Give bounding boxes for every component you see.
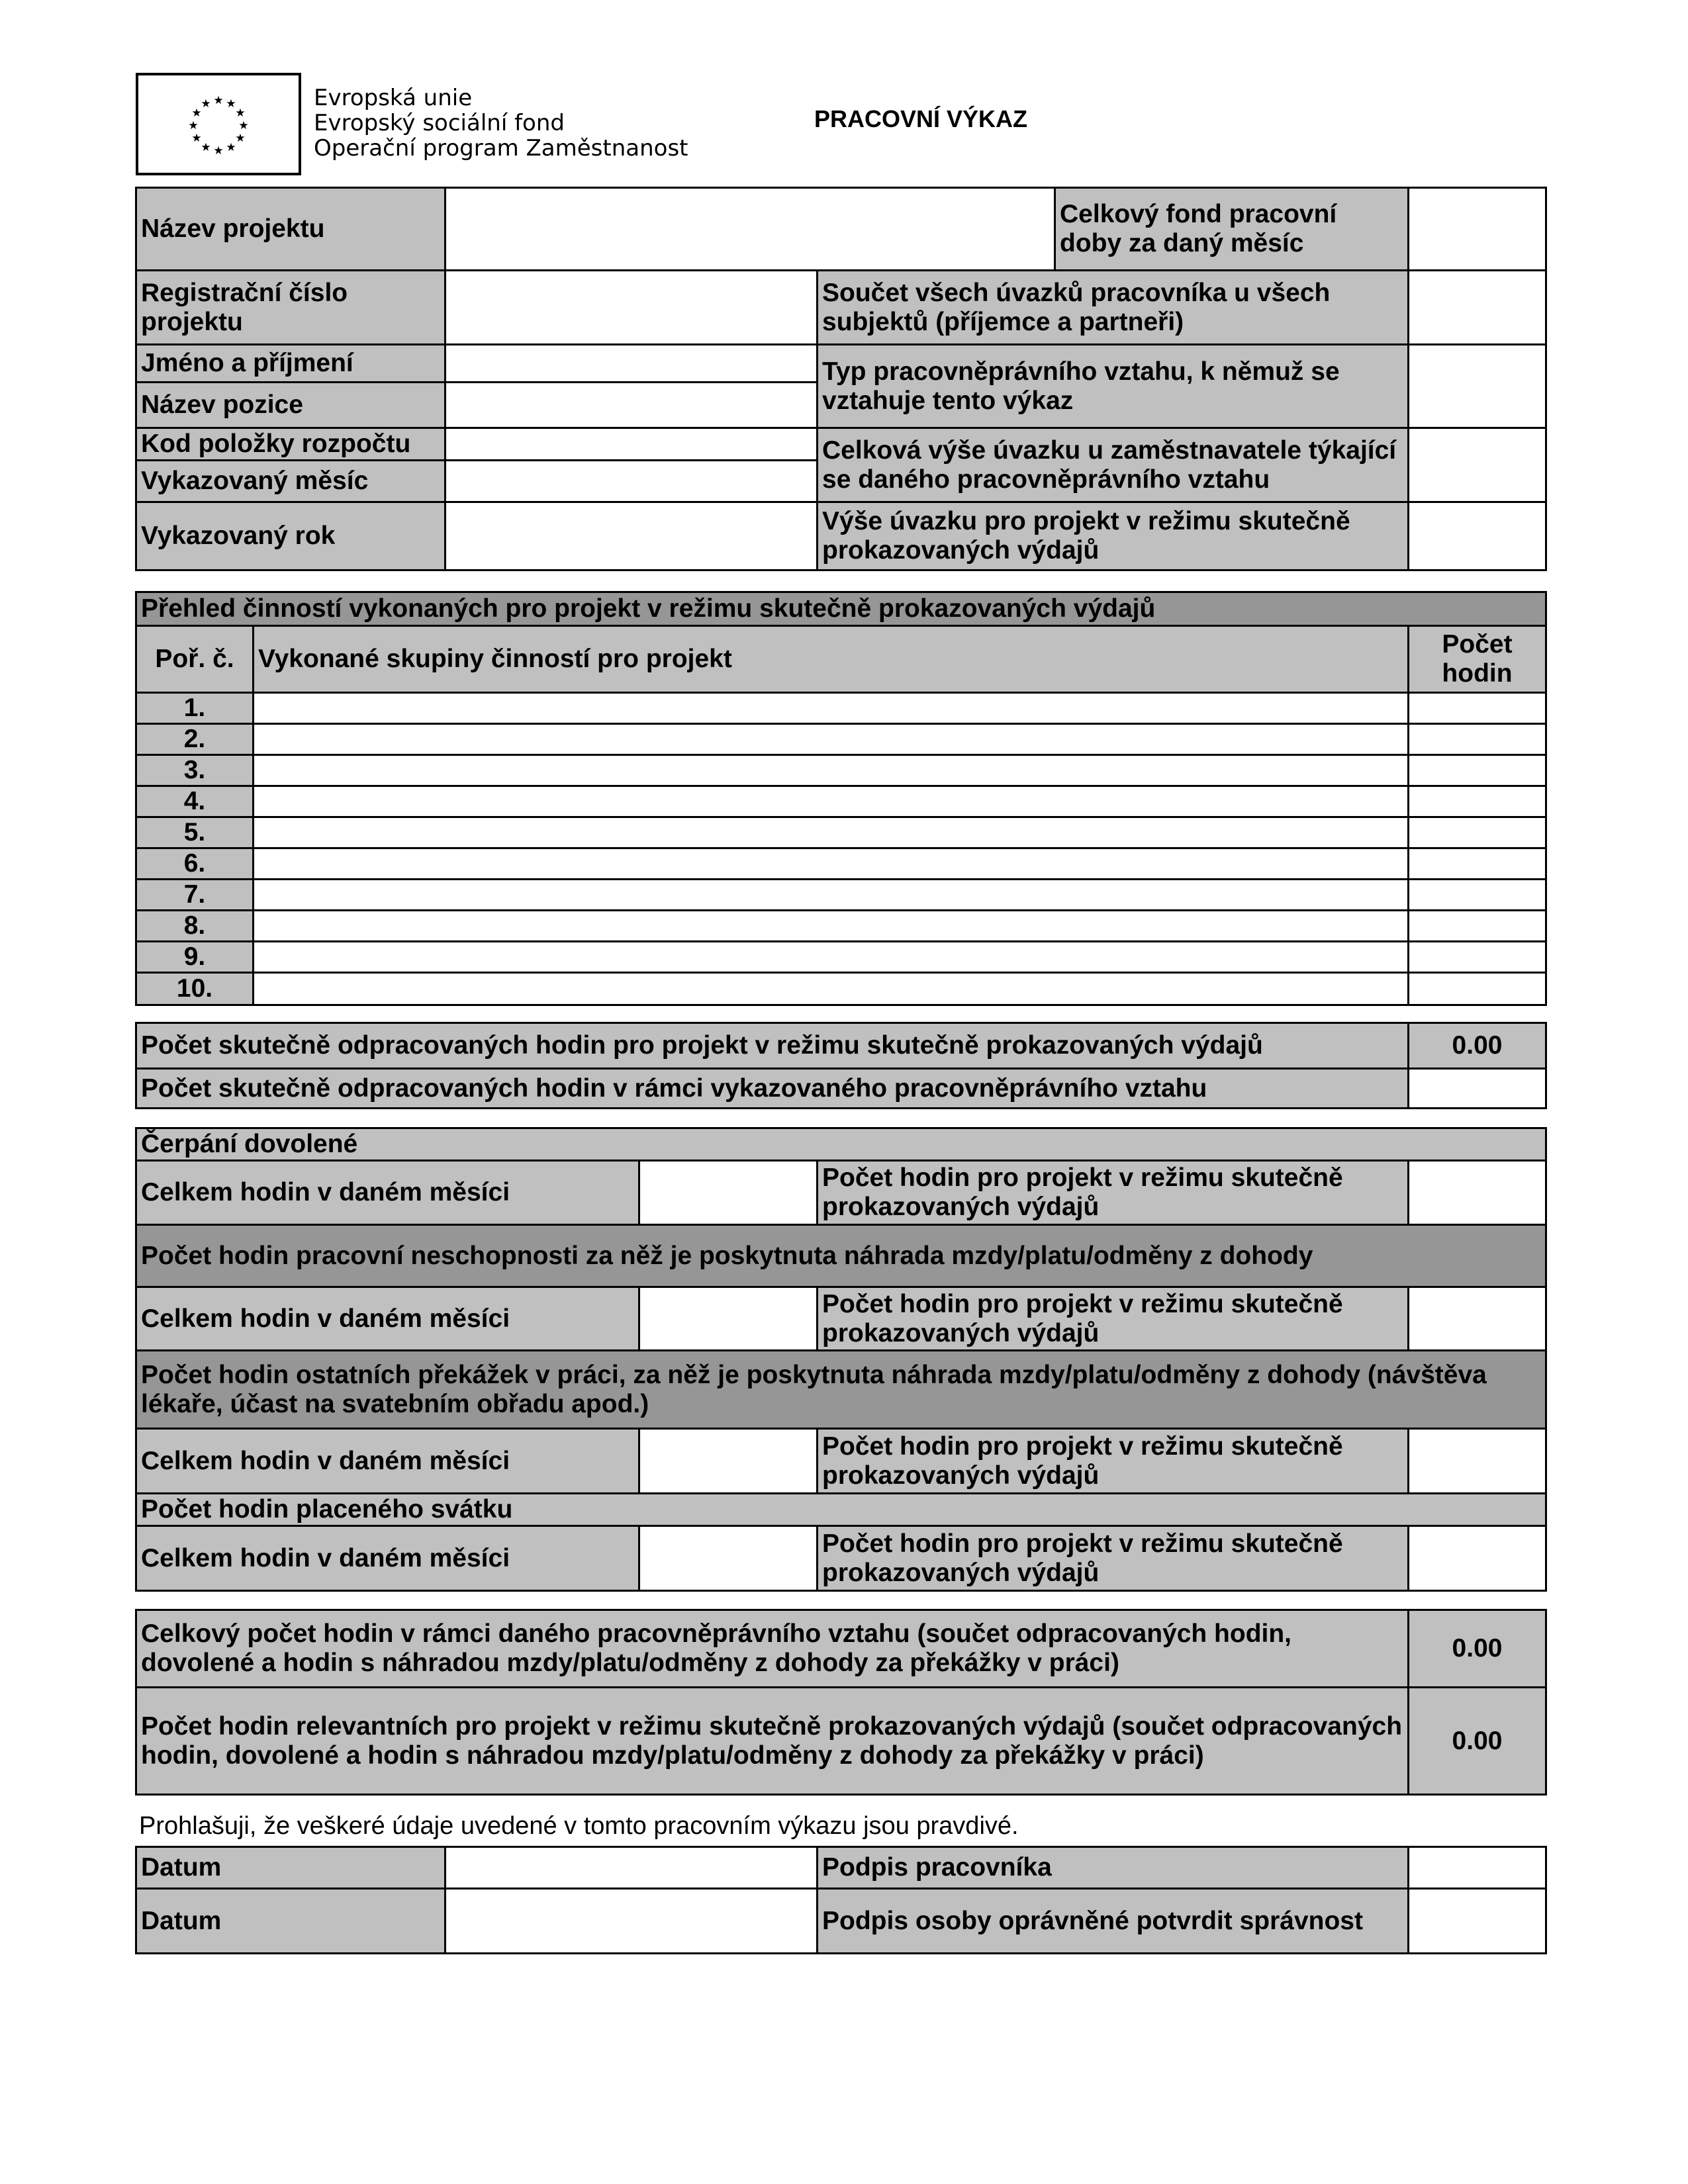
hours-field[interactable] — [1407, 972, 1547, 1006]
field-project-load[interactable] — [1407, 501, 1547, 571]
row-number: 1. — [135, 692, 254, 725]
activities-heading: Přehled činností vykonaných pro projekt v režimu skutečně prokazovaných výdajů — [135, 591, 1547, 627]
field-date-authorized[interactable] — [444, 1888, 818, 1954]
label-authorized-signature: Podpis osoby oprávněné potvrdit správnost — [816, 1888, 1409, 1954]
label-worker-signature: Podpis pracovníka — [816, 1846, 1409, 1889]
label-registration-number: Registrační číslo projektu — [135, 269, 446, 345]
row-number: 7. — [135, 878, 254, 911]
svg-text:★: ★ — [191, 132, 202, 145]
other-obstacles-heading: Počet hodin ostatních překážek v práci, za něž je poskytnuta náhrada mzdy/platu/odměny z dohody (návštěva lékaře, účast na svatebním obřadu apod.) — [135, 1349, 1547, 1430]
col-header-hours: Počet hodin — [1407, 625, 1547, 694]
svg-text:★: ★ — [235, 132, 246, 145]
row-number: 8. — [135, 909, 254, 942]
field-employment-type[interactable] — [1407, 343, 1547, 429]
row-number: 2. — [135, 723, 254, 756]
value-relationship-total: 0.00 — [1407, 1609, 1547, 1688]
label-name: Jméno a příjmení — [135, 343, 446, 383]
field-vacation-project[interactable] — [1407, 1160, 1547, 1226]
label-date-authorized: Datum — [135, 1888, 446, 1954]
label-other-project: Počet hodin pro projekt v režimu skutečně prokazovaných výdajů — [816, 1428, 1409, 1494]
label-vacation-total: Celkem hodin v daném měsíci — [135, 1160, 640, 1226]
op-label: Operační program Zaměstnanost — [314, 135, 688, 161]
row-number: 9. — [135, 940, 254, 974]
esf-label: Evropský sociální fond — [314, 110, 565, 136]
declaration-text: Prohlašuji, že veškeré údaje uvedené v tomto pracovním výkazu jsou pravdivé. — [139, 1812, 1019, 1840]
label-date-worker: Datum — [135, 1846, 446, 1889]
field-position[interactable] — [444, 381, 818, 429]
field-worker-signature[interactable] — [1407, 1846, 1547, 1889]
label-budget-item: Kod položky rozpočtu — [135, 427, 446, 461]
svg-text:★: ★ — [238, 119, 249, 132]
label-relationship-worked-hours: Počet skutečně odpracovaných hodin v rámci vykazovaného pracovněprávního vztahu — [135, 1068, 1409, 1109]
field-other-project[interactable] — [1407, 1428, 1547, 1494]
field-holiday-total[interactable] — [638, 1525, 818, 1592]
hours-field[interactable] — [1407, 878, 1547, 911]
label-sick-project: Počet hodin pro projekt v režimu skutečně prokazovaných výdajů — [816, 1286, 1409, 1351]
hours-field[interactable] — [1407, 692, 1547, 725]
activity-field[interactable] — [252, 940, 1409, 974]
label-year: Vykazovaný rok — [135, 501, 446, 571]
label-employment-type: Typ pracovněprávního vztahu, k němuž se vztahuje tento výkaz — [816, 343, 1409, 429]
activity-field[interactable] — [252, 692, 1409, 725]
label-month: Vykazovaný měsíc — [135, 459, 446, 503]
activity-field[interactable] — [252, 723, 1409, 756]
label-sick-total: Celkem hodin v daném měsíci — [135, 1286, 640, 1351]
hours-field[interactable] — [1407, 785, 1547, 818]
svg-text:★: ★ — [213, 94, 224, 107]
field-project-name[interactable] — [444, 187, 1056, 271]
svg-text:★: ★ — [201, 141, 211, 154]
label-sum-of-loads: Součet všech úvazků pracovníka u všech subjektů (příjemce a partneři) — [816, 269, 1409, 345]
label-other-total: Celkem hodin v daném měsíci — [135, 1428, 640, 1494]
field-holiday-project[interactable] — [1407, 1525, 1547, 1592]
field-sum-of-loads[interactable] — [1407, 269, 1547, 345]
eu-flag-logo — [136, 73, 301, 175]
field-authorized-signature[interactable] — [1407, 1888, 1547, 1954]
svg-text:★: ★ — [226, 97, 236, 111]
label-relationship-total: Celkový počet hodin v rámci daného pracovněprávního vztahu (součet odpracovaných hodin, dovolené a hodin s náhradou mzdy/platu/odměny z dohody za překážky v práci) — [135, 1609, 1409, 1688]
hours-field[interactable] — [1407, 723, 1547, 756]
holiday-heading: Počet hodin placeného svátku — [135, 1492, 1547, 1527]
svg-text:★: ★ — [226, 141, 236, 154]
field-other-total[interactable] — [638, 1428, 818, 1494]
label-project-total: Počet hodin relevantních pro projekt v režimu skutečně prokazovaných výdajů (součet odpracovaných hodin, dovolené a hodin s náhradou mzdy/platu/odměny z dohody za překážky v práci) — [135, 1686, 1409, 1796]
hours-field[interactable] — [1407, 909, 1547, 942]
field-vacation-total[interactable] — [638, 1160, 818, 1226]
col-header-no: Poř. č. — [135, 625, 254, 694]
value-project-worked-hours: 0.00 — [1407, 1022, 1547, 1069]
label-total-fund: Celkový fond pracovní doby za daný měsíc — [1054, 187, 1409, 271]
hours-field[interactable] — [1407, 754, 1547, 787]
hours-field[interactable] — [1407, 847, 1547, 880]
svg-text:★: ★ — [235, 107, 246, 120]
activity-field[interactable] — [252, 878, 1409, 911]
label-project-name: Název projektu — [135, 187, 446, 271]
svg-text:★: ★ — [213, 144, 224, 158]
eu-union-label: Evropská unie — [314, 85, 473, 111]
label-total-load: Celková výše úvazku u zaměstnavatele týkající se daného pracovněprávního vztahu — [816, 427, 1409, 503]
svg-text:★: ★ — [191, 107, 202, 120]
field-date-worker[interactable] — [444, 1846, 818, 1889]
sick-leave-heading: Počet hodin pracovní neschopnosti za něž je poskytnuta náhrada mzdy/platu/odměny z dohody — [135, 1224, 1547, 1288]
row-number: 4. — [135, 785, 254, 818]
field-year[interactable] — [444, 501, 818, 571]
col-header-activity: Vykonané skupiny činností pro projekt — [252, 625, 1409, 694]
label-project-worked-hours: Počet skutečně odpracovaných hodin pro projekt v režimu skutečně prokazovaných výdajů — [135, 1022, 1409, 1069]
hours-field[interactable] — [1407, 940, 1547, 974]
field-relationship-worked-hours[interactable] — [1407, 1068, 1547, 1109]
svg-text:★: ★ — [201, 97, 211, 111]
activity-field[interactable] — [252, 785, 1409, 818]
field-total-load[interactable] — [1407, 427, 1547, 503]
activity-field[interactable] — [252, 972, 1409, 1006]
activity-field[interactable] — [252, 909, 1409, 942]
eu-stars-icon — [138, 75, 299, 173]
field-sick-project[interactable] — [1407, 1286, 1547, 1351]
activity-field[interactable] — [252, 754, 1409, 787]
label-vacation-project: Počet hodin pro projekt v režimu skutečně prokazovaných výdajů — [816, 1160, 1409, 1226]
page-title: PRACOVNÍ VÝKAZ — [814, 105, 1028, 132]
field-registration-number[interactable] — [444, 269, 818, 345]
activity-field[interactable] — [252, 816, 1409, 849]
value-project-total: 0.00 — [1407, 1686, 1547, 1796]
activity-field[interactable] — [252, 847, 1409, 880]
label-project-load: Výše úvazku pro projekt v režimu skutečně prokazovaných výdajů — [816, 501, 1409, 571]
label-holiday-project: Počet hodin pro projekt v režimu skutečně prokazovaných výdajů — [816, 1525, 1409, 1592]
vacation-heading: Čerpání dovolené — [135, 1127, 1547, 1161]
row-number: 6. — [135, 847, 254, 880]
row-number: 10. — [135, 972, 254, 1006]
row-number: 3. — [135, 754, 254, 787]
hours-field[interactable] — [1407, 816, 1547, 849]
field-sick-total[interactable] — [638, 1286, 818, 1351]
field-budget-item[interactable] — [444, 427, 818, 461]
field-name[interactable] — [444, 343, 818, 383]
label-position: Název pozice — [135, 381, 446, 429]
field-month[interactable] — [444, 459, 818, 503]
field-total-fund[interactable] — [1407, 187, 1547, 271]
label-holiday-total: Celkem hodin v daném měsíci — [135, 1525, 640, 1592]
svg-text:★: ★ — [188, 119, 199, 132]
row-number: 5. — [135, 816, 254, 849]
